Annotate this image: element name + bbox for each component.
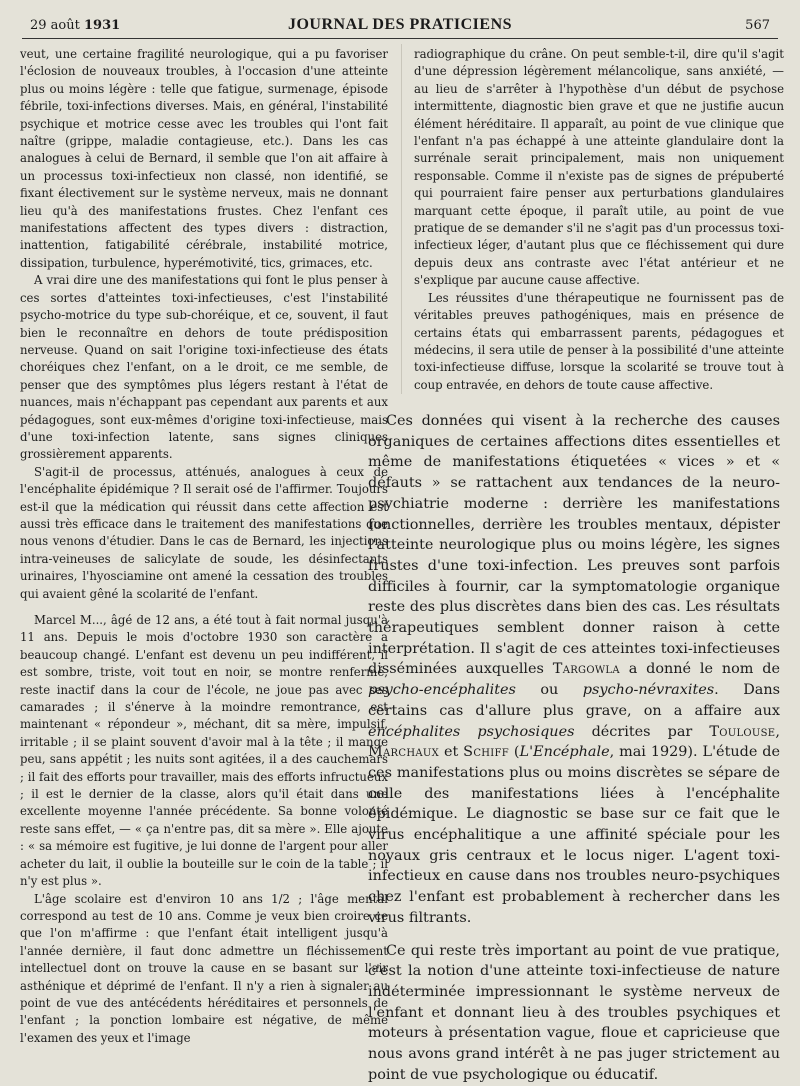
text-run: Ces données qui visent à la recherche des causes organiques de certaines affections dites essentielles et même de manifestations étiquetées « vices » et « défauts » se rattachent aux tendances de la neuro-psychiatrie moderne : derrière les manifestations fonctionnelles, derrière les troubles mentaux, dépister l'atteinte neurologique plus ou moins légère, les signes frustes d'une toxi-infection. Les preuves sont parfois difficiles à fournir, car la symptomatologie organique reste des plus discrètes dans bien des cas. Les résultats thérapeutiques semblent donner raison à cette interprétation. Il s'agit de ces atteintes toxi-infectieuses disséminées auxquelles bbox=[368, 413, 780, 678]
journal-reference: L'Encéphale bbox=[519, 744, 610, 761]
author-name: Marchaux bbox=[368, 744, 440, 761]
conclusion-paragraph bbox=[368, 411, 780, 929]
author-name: Targowla bbox=[552, 661, 620, 678]
issue-year: 1931 bbox=[84, 18, 121, 33]
column-divider bbox=[401, 44, 402, 394]
term: psycho-névraxites bbox=[582, 682, 715, 699]
author-name: Toulouse bbox=[709, 723, 776, 740]
paragraph: radiographique du crâne. On peut semble-t-il, dire qu'il s'agit d'une dépression légèrement mélancolique, sans anxiété, — au lieu de s'arrêter à l'hypothèse d'un début de psychose intermittente, diagnostic bien grave et que ne justifie aucun élément héréditaire. Il apparaît, au point de vue clinique que l'enfant n'a pas échappé à une atteinte glandulaire dont la surrénale serait principalement, mais non uniquement responsable. Comme il n'existe pas de signes de prépuberté qui pourraient faire penser aux perturbations glandulaires marquant cette époque, il paraît utile, au point de vue pratique de se demander s'il ne s'agit pas d'un processus toxi-infectieux léger, d'autant plus que ce fléchissement qui dure depuis deux ans contraste avec l'état antérieur et ne s'explique par aucune cause affective. bbox=[414, 47, 784, 288]
issue-day-month: 29 août bbox=[30, 18, 80, 33]
text-run: , mai 1929). L'étude de ces manifestations plus ou moins discrètes se sépare de celle des manifestations liées à l'encéphalite épidémique. Le diagnostic se base sur ce fait que le virus encéphalitique a une affinité spéciale pour les noyaux gris centraux et le locus niger. L'agent toxi-infectieux en cause dans nos troubles neuro-psychiques chez l'enfant est probablement à rechercher dans les virus filtrants. bbox=[368, 744, 780, 926]
text-run: . Dans certains cas d'allure plus grave, on a affaire aux bbox=[368, 682, 780, 719]
left-column bbox=[20, 46, 388, 1061]
right-column-top bbox=[414, 46, 784, 406]
conclusion-paragraph: Ce qui reste très important au point de vue pratique, c'est la notion d'une atteinte toxi-infectieuse de nature indéterminée impressionnant le système nerveux de l'enfant et donnant lieu à des troubles psychiques et moteurs à présentation vague, floue et capricieuse que nous avons grand intérêt à ne pas juger strictement au point de vue psychologique ou éducatif. bbox=[368, 942, 780, 1083]
text-run: décrites par bbox=[574, 723, 710, 740]
text-run: ou bbox=[515, 682, 583, 699]
paragraph-case-study: Marcel M..., âgé de 12 ans, a été tout à fait normal jusqu'à 11 ans. Depuis le mois d'octobre 1930 son caractère a beaucoup changé. L'enfant est devenu un peu indifférent, il est sombre, triste, voit tout en noir, se montre renfermé, reste inactif dans la cour de l'école, ne joue pas avec ses camarades ; il s'énerve à la moindre remontrance, est maintenant « répondeur », méchant, dit sa mère, impulsif, irritable ; il se plaint souvent d'avoir mal à la tête ; il mange peu, sans appétit ; les nuits sont agitées, il a des cauchemars ; il fait des efforts pour travailler, mais des efforts infructueux ; il est le dernier de la classe, alors qu'il était dans une excellente moyenne l'année précédente. Sa bonne volonté reste sans effet, — « ça n'entre pas, dit sa mère ». Elle ajoute : « sa mémoire est fugitive, je lui donne de l'argent pour aller acheter du lait, il oublie la bouteille sur le coin de la table ; il n'y est plus ». bbox=[20, 613, 388, 889]
page-number: 567 bbox=[745, 18, 770, 33]
paragraph: A vrai dire une des manifestations qui font le plus penser à ces sortes d'atteintes toxi-infectieuses, c'est l'instabilité psycho-motrice du type sub-choréique, et ce, souvent, il faut bien le reconnaître en dehors de toute prédisposition nerveuse. Quand on sait l'origine toxi-infectieuse des états choréiques chez l'enfant, on a le droit, ce me semble, de penser que des symptômes plus légers restant à l'état de nuances, mais n'échappant pas cependant aux parents et aux pédagogues, sont eux-mêmes d'origine toxi-infectieuse, mais d'une toxi-infection latente, sans signes cliniques grossièrement apparents. bbox=[20, 273, 388, 462]
paragraph: L'âge scolaire est d'environ 10 ans 1/2 ; l'âge mental correspond au test de 10 ans. Comme je veux bien croire ce que l'on m'affirme : que l'enfant était intelligent jusqu'à l'année dernière, il faut donc admettre un fléchissement intellectuel dont on trouve la cause en se basant sur l'air asthénique et déprimé de l'enfant. Il n'y a rien à signaler au point de vue des antécédents héréditaires et personnels de l'enfant ; la ponction lombaire est négative, de même l'examen des yeux et l'image bbox=[20, 891, 388, 1045]
page-header bbox=[22, 14, 778, 39]
text-run: ( bbox=[509, 744, 520, 761]
paragraph: Les réussites d'une thérapeutique ne fournissent pas de véritables preuves pathogéniques, mais en présence de certains états qui embarrassent parents, pédagogues et médecins, il sera utile de penser à la possibilité d'une atteinte toxi-infectieuse diffuse, lorsque la scolarité se trouve tout à coup entravée, en dehors de toute cause affective. bbox=[414, 290, 784, 392]
author-name: Schiff bbox=[463, 744, 510, 761]
text-run: et bbox=[439, 744, 464, 761]
paragraph: S'agit-il de processus, atténués, analogues à ceux de l'encéphalite épidémique ? Il serait osé de l'affirmer. Toujours est-il que la médication qui réussit dans cette affection est aussi très efficace dans le traitement des manifestations que nous venons d'étudier. Dans le cas de Bernard, les injections intra-veineuses de salicylate de soude, les désinfectants urinaires, l'hyosciamine ont amené la cessation des troubles qui avaient gêné la scolarité de l'enfant. bbox=[20, 464, 388, 601]
paragraph: veut, une certaine fragilité neurologique, qui a pu favoriser l'éclosion de nouveaux troubles, à l'occasion d'une atteinte plus ou moins légère : telle que fatigue, surmenage, épisode fébrile, toxi-infections diverses. Mais, en général, l'instabilité psychique et motrice cesse avec les troubles qui l'ont fait naître (grippe, maladie contagieuse, etc.). Dans les cas analogues à celui de Bernard, il semble que l'on ait affaire à un processus toxi-infectieux non classé, non identifié, se fixant électivement sur le système nerveux, mais ne donnant lieu qu'à des manifestations frustes. Chez l'enfant ces manifestations affectent des types divers : distraction, inattention, fatigabilité cérébrale, instabilité motrice, dissipation, turbulence, hyperémotivité, tics, grimaces, etc. bbox=[20, 47, 388, 270]
term: psycho-encéphalites bbox=[368, 682, 516, 699]
journal-title: JOURNAL DES PRATICIENS bbox=[287, 16, 513, 33]
right-column-conclusion bbox=[368, 408, 780, 1083]
term: encéphalites psychosiques bbox=[368, 723, 575, 740]
text-run: , bbox=[775, 723, 780, 740]
text-run: a donné le nom de bbox=[619, 661, 780, 678]
